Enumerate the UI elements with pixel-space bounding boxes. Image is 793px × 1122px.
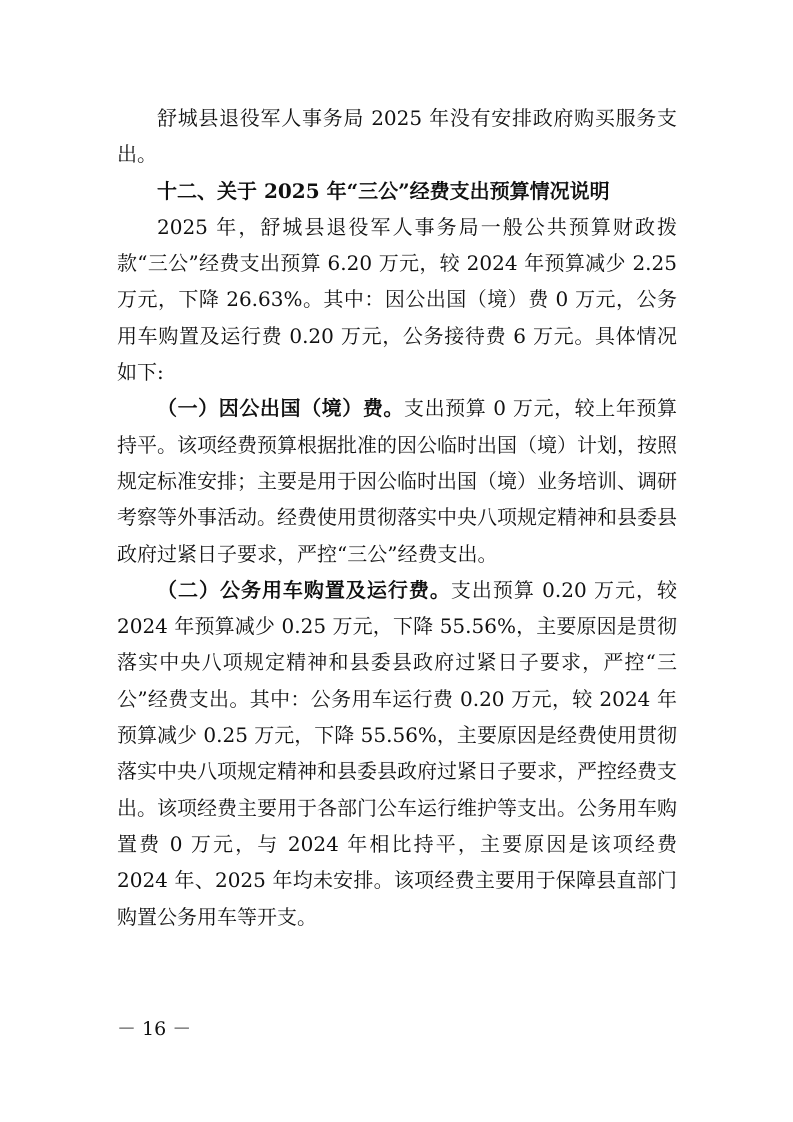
paragraph-text: 支出预算 0 万元，较上年预算持平。该项经费预算根据批准的因公临时出国（境）计划，按照规定标准安排；主要是用于因公临时出国（境）业务培训、调研考察等外事活动。经费使用贯彻落实中央八项规定精神和县委县政府过紧日子要求，严控“三公”经费支出。 <box>117 396 677 566</box>
heading-text: 十二、关于 2025 年“三公”经费支出预算情况说明 <box>157 178 610 203</box>
paragraph-lead: （一）因公出国（境）费。 <box>157 396 404 421</box>
paragraph-overseas <box>117 390 677 571</box>
paragraph-procurement <box>117 100 677 173</box>
paragraph-text: 2025 年，舒城县退役军人事务局一般公共预算财政拨款“三公”经费支出预算 6.20 万元，较 2024 年预算减少 2.25 万元，下降 26.63%。其中：因公出国（境）费 0 万元，公务用车购置及运行费 0.20 万元，公务接待费 6 万元。具体情况如下: <box>117 214 677 385</box>
paragraph-summary <box>117 209 677 390</box>
paragraph-text: 支出预算 0.20 万元，较 2024 年预算减少 0.25 万元，下降 55.56%，主要原因是贯彻落实中央八项规定精神和县委县政府过紧日子要求，严控“三公”经费支出。其中：公务用车运行费 0.20 万元，较 2024 年预算减少 0.25 万元，下降 55.56%，主要原因是经费使用贯彻落实中央八项规定精神和县委县政府过紧日子要求，严控经费支出。该项经费主要用于各部门公车运行维护等支出。公务用车购置费 0 万元，与 2024 年相比持平，主要原因是该项经费 2024 年、2025 年均未安排。该项经费主要用于保障县直部门购置公务用车等开支。 <box>117 577 678 929</box>
page-number: － 16 － <box>117 1018 192 1040</box>
paragraph-text: 舒城县退役军人事务局 2025 年没有安排政府购买服务支出。 <box>117 106 677 167</box>
section-heading <box>117 173 677 209</box>
paragraph-lead: （二）公务用车购置及运行费。 <box>157 577 451 602</box>
document-body <box>117 100 677 935</box>
paragraph-vehicles <box>117 572 677 935</box>
